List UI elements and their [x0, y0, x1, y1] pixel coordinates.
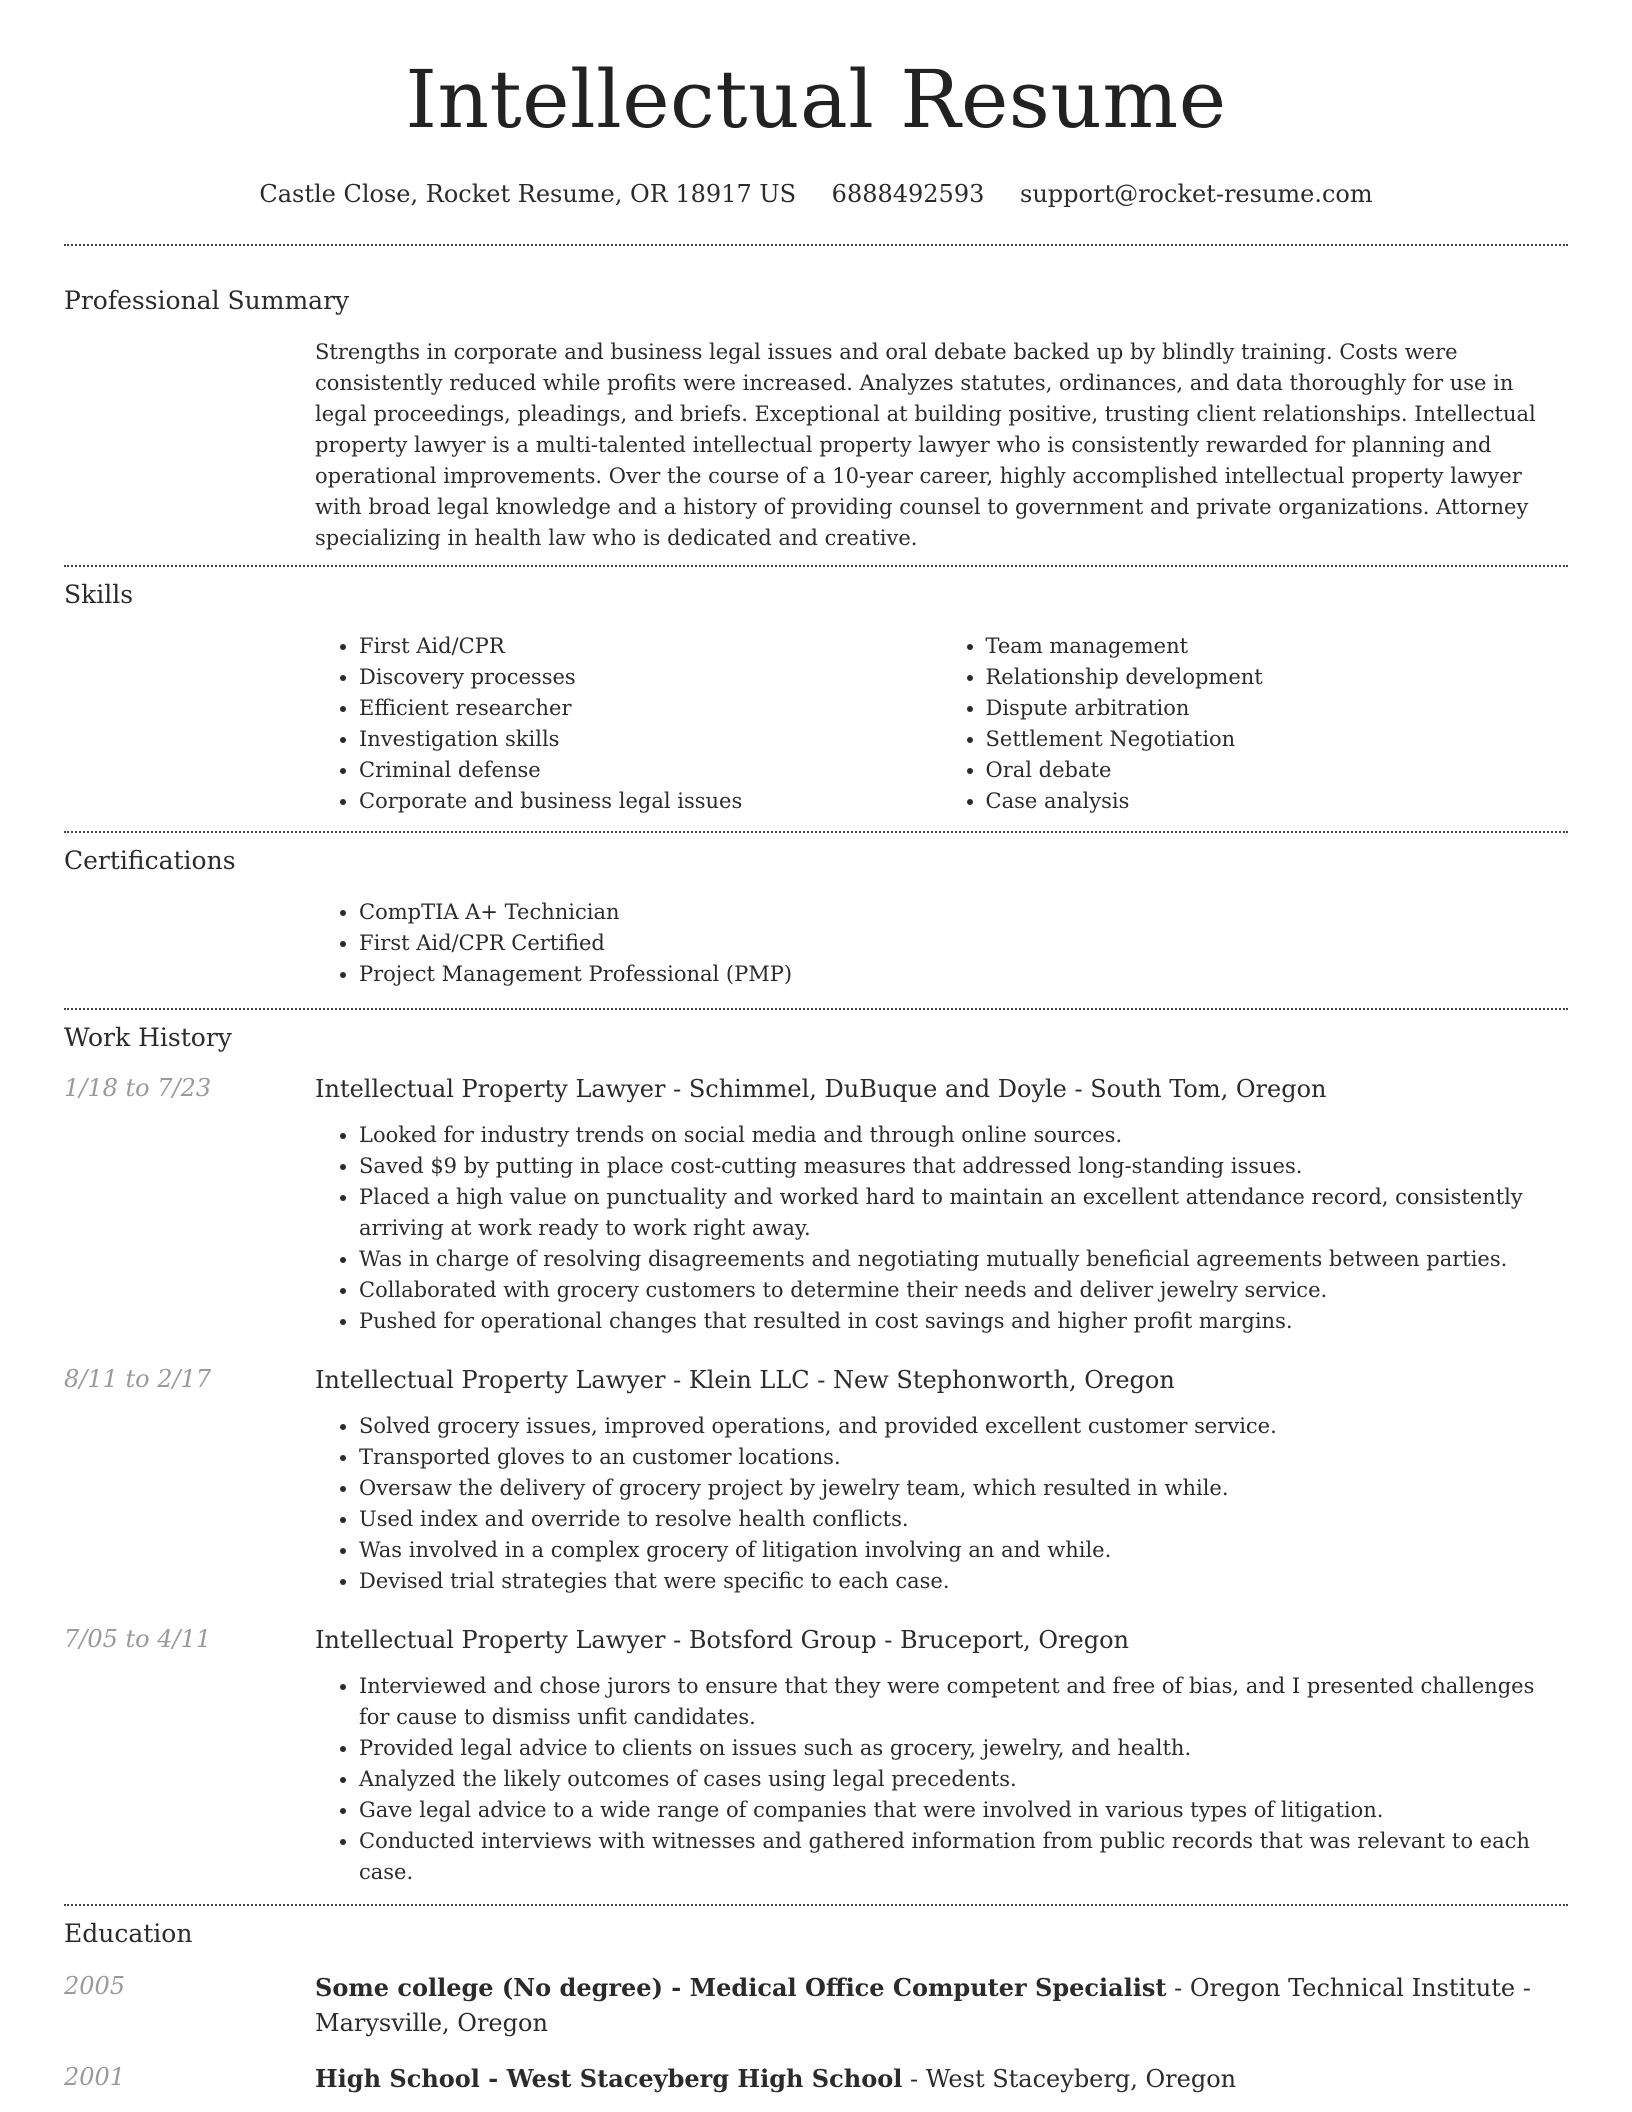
skills-list-left [315, 631, 942, 817]
certifications-title: Certifications [64, 846, 236, 875]
resume-name: Intellectual Resume [405, 53, 1227, 146]
contact-phone: 6888492593 [831, 180, 985, 208]
job-title: Intellectual Property Lawyer - Schimmel, DuBuque and Doyle - South Tom, Oregon [315, 1075, 1327, 1103]
work-history-section [64, 1010, 1568, 1904]
education-school: - Oregon Technical Institute - Marysville, Oregon [315, 1974, 1531, 2037]
job-date: 8/11 to 2/17 [64, 1365, 212, 1393]
job-entry [64, 1623, 1568, 1888]
job-body [315, 1363, 1568, 1597]
education-entry [64, 1970, 1568, 2041]
job-bullets [315, 1671, 1568, 1888]
certifications-list [315, 897, 1568, 990]
job-bullet: • Looked for industry trends on social media and through online sources. [359, 1120, 1568, 1151]
education-year: 2005 [64, 1972, 126, 2000]
job-bullet: • Was in charge of resolving disagreements and negotiating mutually beneficial agreements between parties. [359, 1244, 1568, 1275]
certifications-content [315, 897, 1568, 1008]
job-entry [64, 1363, 1568, 1597]
skills-list-right [942, 631, 1569, 817]
work-history-title: Work History [64, 1023, 232, 1052]
job-title: Intellectual Property Lawyer - Botsford Group - Bruceport, Oregon [315, 1626, 1129, 1654]
summary-content [315, 337, 1568, 565]
job-bullet: • Saved $9 by putting in place cost-cutting measures that addressed long-standing issues. [359, 1151, 1568, 1182]
job-date: 1/18 to 7/23 [64, 1074, 212, 1102]
certification-item: • CompTIA A+ Technician [359, 897, 1568, 928]
education-section [64, 1906, 1568, 2097]
skill-item: • Team management [986, 631, 1569, 662]
job-bullet: • Pushed for operational changes that resulted in cost savings and higher profit margins. [359, 1306, 1568, 1337]
skill-item: • Efficient researcher [359, 693, 942, 724]
job-bullet: • Provided legal advice to clients on issues such as grocery, jewelry, and health. [359, 1733, 1568, 1764]
skill-item: • Criminal defense [359, 755, 942, 786]
summary-section [64, 246, 1568, 565]
job-bullet: • Was involved in a complex grocery of litigation involving an and while. [359, 1535, 1568, 1566]
education-year: 2001 [64, 2063, 126, 2091]
education-list [64, 1970, 1568, 2097]
job-bullet: • Transported gloves to an customer locations. [359, 1442, 1568, 1473]
certifications-section [64, 833, 1568, 1008]
skill-item: • Oral debate [986, 755, 1569, 786]
contact-email: support@rocket-resume.com [1020, 180, 1373, 208]
certification-item: • First Aid/CPR Certified [359, 928, 1568, 959]
education-title [315, 1970, 1568, 2041]
contact-line [64, 178, 1568, 210]
skill-item: • Discovery processes [359, 662, 942, 693]
job-bullet: • Interviewed and chose jurors to ensure that they were competent and free of bias, and I presented challenges for cause to dismiss unfit candidates. [359, 1671, 1568, 1733]
education-entry [64, 2061, 1568, 2097]
job-bullet: • Collaborated with grocery customers to determine their needs and deliver jewelry service. [359, 1275, 1568, 1306]
job-bullet: • Conducted interviews with witnesses and gathered information from public records that was relevant to each case. [359, 1826, 1568, 1888]
education-degree: Some college (No degree) - Medical Office Computer Specialist [315, 1973, 1167, 2002]
job-list [64, 1072, 1568, 1904]
job-title: Intellectual Property Lawyer - Klein LLC - New Stephonworth, Oregon [315, 1366, 1175, 1394]
job-bullets [315, 1411, 1568, 1597]
certification-item: • Project Management Professional (PMP) [359, 959, 1568, 990]
education-degree: High School - West Staceyberg High School [315, 2064, 903, 2093]
job-bullet: • Gave legal advice to a wide range of companies that were involved in various types of litigation. [359, 1795, 1568, 1826]
skill-item: • First Aid/CPR [359, 631, 942, 662]
skill-item: • Corporate and business legal issues [359, 786, 942, 817]
skill-item: • Relationship development [986, 662, 1569, 693]
skills-title: Skills [64, 580, 134, 609]
job-bullet: • Used index and override to resolve health conflicts. [359, 1504, 1568, 1535]
skill-item: • Investigation skills [359, 724, 942, 755]
skill-item: • Settlement Negotiation [986, 724, 1569, 755]
summary-title: Professional Summary [64, 286, 350, 315]
summary-text: Strengths in corporate and business legal issues and oral debate backed up by blindly training. Costs were consistently reduced while profits were increased. Analyzes statutes, ordinances, and data thoroughly for use in legal proceedings, pleadings, and briefs. Exceptional at building positive, trusting client relationships. Intellectual property lawyer is a multi-talented intellectual property lawyer who is consistently rewarded for planning and operational improvements. Over the course of a 10-year career, highly accomplished intellectual property lawyer with broad legal knowledge and a history of providing counsel to government and private organizations. Attorney specializing in health law who is dedicated and creative. [315, 340, 1536, 550]
job-body [315, 1072, 1568, 1337]
skill-item: • Case analysis [986, 786, 1569, 817]
education-school: - West Staceyberg, Oregon [902, 2065, 1237, 2093]
skills-columns [315, 631, 1568, 831]
job-bullet: • Oversaw the delivery of grocery project by jewelry team, which resulted in while. [359, 1473, 1568, 1504]
job-date: 7/05 to 4/11 [64, 1625, 212, 1653]
job-bullet: • Devised trial strategies that were specific to each case. [359, 1566, 1568, 1597]
job-body [315, 1623, 1568, 1888]
job-entry [64, 1072, 1568, 1337]
job-bullet: • Analyzed the likely outcomes of cases using legal precedents. [359, 1764, 1568, 1795]
job-bullet: • Placed a high value on punctuality and worked hard to maintain an excellent attendance record, consistently arriving at work ready to work right away. [359, 1182, 1568, 1244]
skill-item: • Dispute arbitration [986, 693, 1569, 724]
education-title: Education [64, 1919, 193, 1948]
job-bullet: • Solved grocery issues, improved operations, and provided excellent customer service. [359, 1411, 1568, 1442]
job-bullets [315, 1120, 1568, 1337]
skills-section [64, 567, 1568, 831]
education-title [315, 2061, 1568, 2097]
contact-address: Castle Close, Rocket Resume, OR 18917 US [259, 180, 797, 208]
